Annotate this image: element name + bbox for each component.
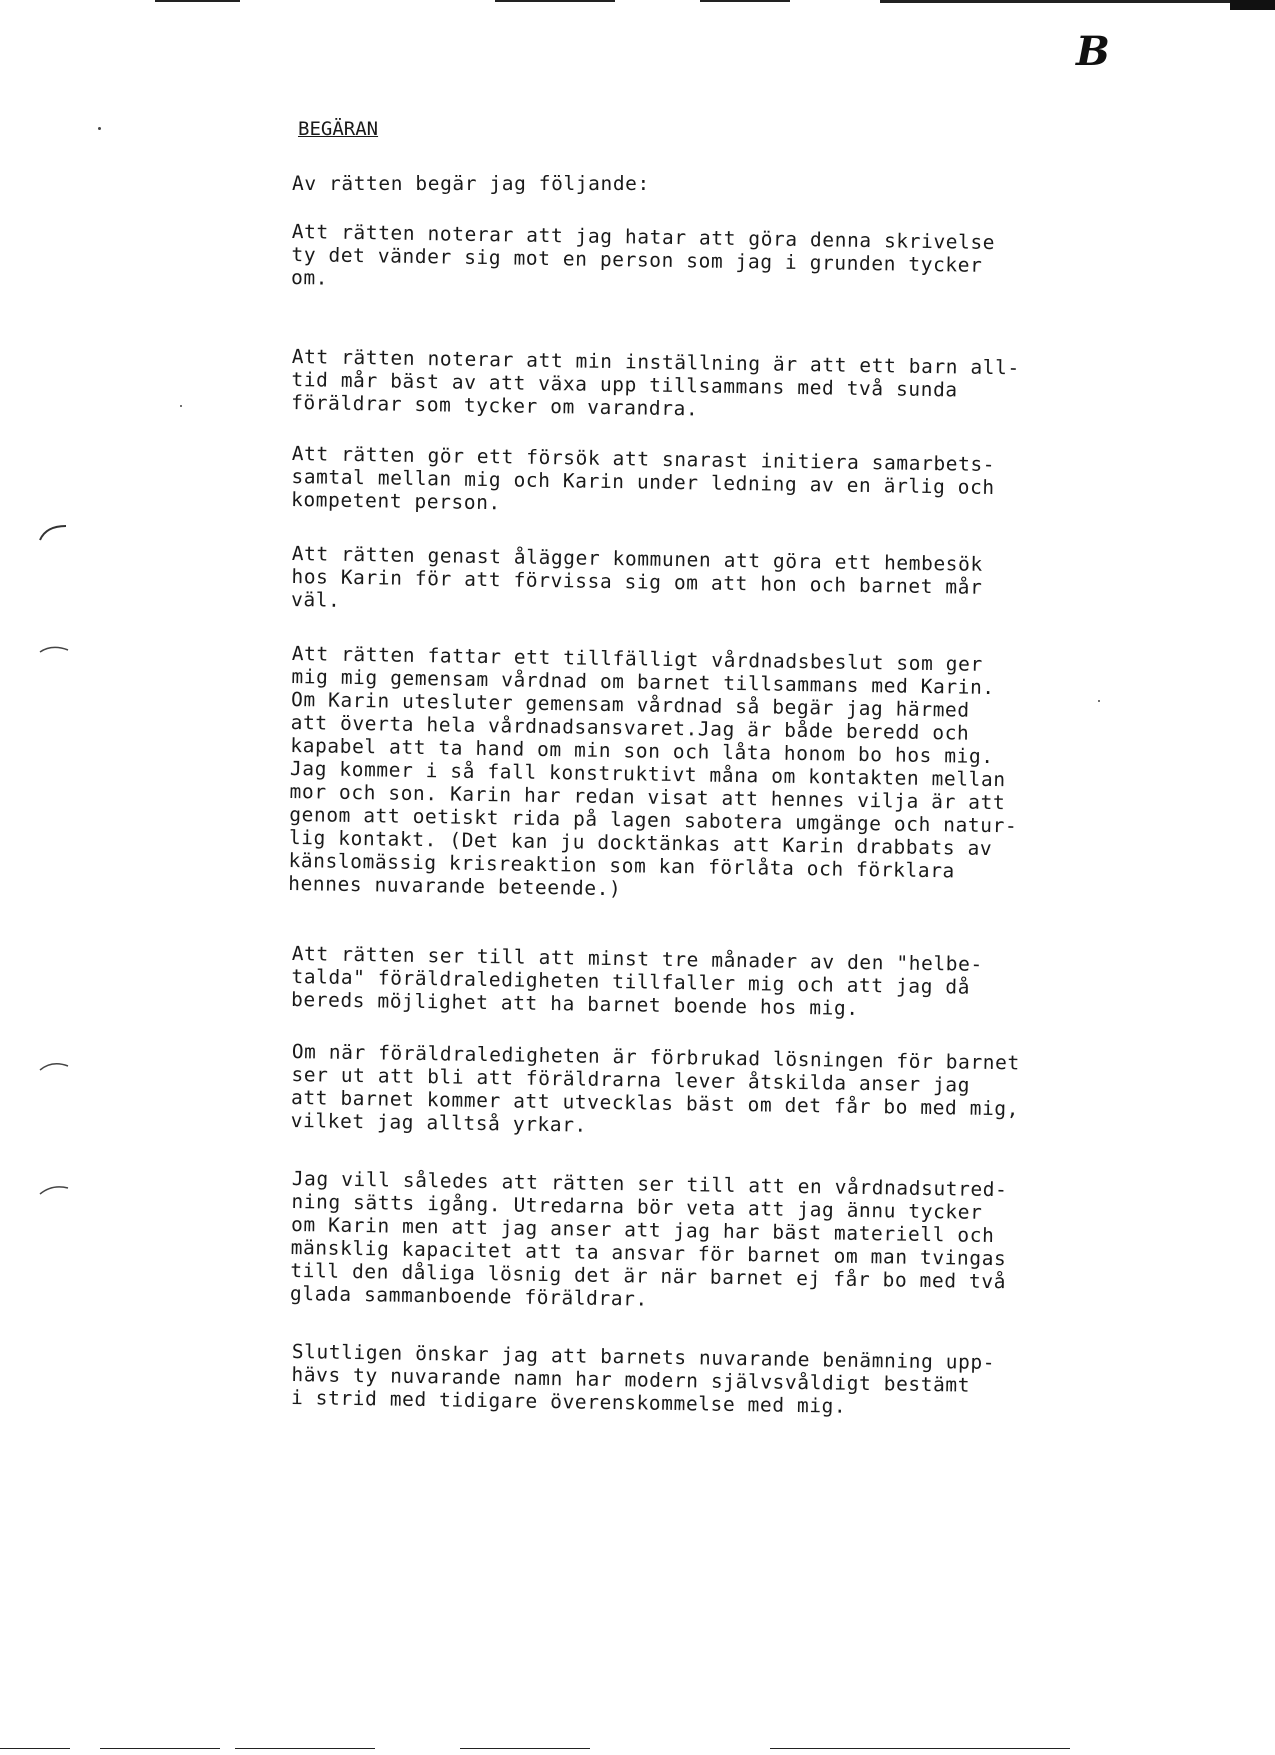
request-paragraph: Slutligen önskar jag att barnets nuvarande benämning upp- hävs ty nuvarande namn har modern självsvåldigt bestämt i strid med tidigare överenskommelse med mig. — [290, 1340, 996, 1418]
top-corner-shadow — [1230, 0, 1275, 10]
scan-speck — [1098, 700, 1100, 702]
section-heading: BEGÄRAN — [298, 118, 379, 140]
scan-speck — [98, 127, 101, 130]
punch-hole-mark — [38, 1058, 70, 1072]
request-paragraph: Att rätten fattar ett tillfälligt vårdnadsbeslut som ger mig mig gemensam vårdnad om barnet tillsammans med Karin. Om Karin utesluter gemensam vårdnad så begär jag härmed att överta hela vårdnadsansvaret.Jag är både beredd och kapabel att ta hand om min son och låta honom bo hos mig. Jag kommer i så fall konstruktivt måna om kontakten mellan mor och son. Karin har redan visat att hennes vilja är att genom att oetiskt rida på lagen sabotera umgänge och natur- lig kontakt. (Det kan ju docktänkas att Karin drabbats av känslomässig krisreaktion som kan förlåta och förklara hennes nuvarande beteende.) — [288, 642, 1018, 901]
bottom-edge-line — [770, 1748, 1070, 1749]
request-paragraph: Om när föräldraledigheten är förbrukad lösningen för barnet ser ut att bli att föräldrarna lever åtskilda anser jag att barnet kommer att utvecklas bäst om det får bo med mig, vilket jag alltså yrkar. — [290, 1040, 1020, 1137]
intro-line: Av rätten begär jag följande: — [292, 172, 650, 195]
bottom-edge-line — [100, 1748, 220, 1749]
bottom-edge-line — [235, 1748, 375, 1749]
punch-hole-mark — [38, 642, 70, 656]
request-paragraph: Att rätten ser till att minst tre månader av den "helbe- talda" föräldraledigheten tillfaller mig och att jag då bereds möjlighet att ha barnet boende hos mig. — [290, 942, 983, 1020]
request-paragraph: Jag vill således att rätten ser till att en vårdnadsutred- ning sätts igång. Utredarna bör veta att jag ännu tycker om Karin men att jag anser att jag har bäst materiell och mänsklig kapacitet att ta ansvar för barnet om man tvingas till den dåliga lösnig det är när barnet ej får bo med två glada sammanboende föräldrar. — [289, 1167, 1008, 1311]
top-edge-line — [495, 0, 615, 2]
punch-hole-mark — [38, 522, 70, 542]
request-paragraph: Att rätten gör ett försök att snarast initiera samarbets- samtal mellan mig och Karin under ledning av en ärlig och kompetent person. — [290, 442, 996, 515]
bottom-edge-line — [460, 1748, 590, 1749]
top-edge-line — [700, 0, 790, 2]
top-edge-line — [880, 0, 1275, 3]
scan-speck — [180, 405, 182, 407]
punch-hole-mark — [38, 1182, 70, 1196]
request-paragraph: Att rätten genast ålägger kommunen att göra ett hembesök hos Karin för att förvissa sig om att hon och barnet mår väl. — [290, 542, 983, 612]
top-edge-line — [155, 0, 240, 2]
page-letter-mark: B — [1076, 28, 1110, 75]
request-paragraph: Att rätten noterar att min inställning är att ett barn all- tid mår bäst av att växa upp tillsammans med två sunda föräldrar som tycker om varandra. — [290, 345, 1020, 421]
request-paragraph: Att rätten noterar att jag hatar att göra denna skrivelse ty det vänder sig mot en person som jag i grunden tycker om. — [290, 220, 996, 290]
bottom-edge-line — [0, 1748, 70, 1749]
